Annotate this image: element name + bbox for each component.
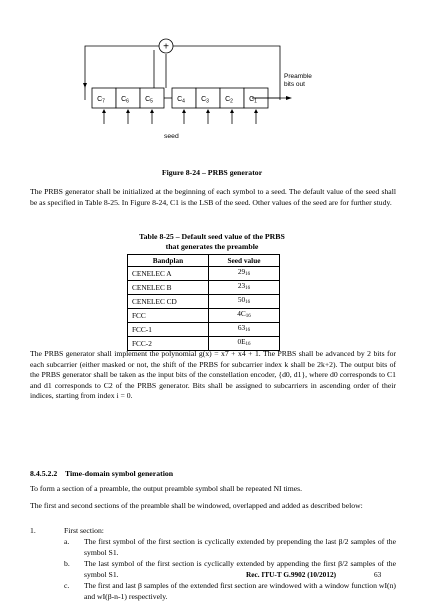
prbs-generator-figure bbox=[80, 38, 320, 150]
seed-label: seed bbox=[164, 133, 179, 140]
seed-arrow-head bbox=[230, 109, 234, 113]
bandplan-cell: CENELEC A bbox=[128, 267, 209, 281]
arrow-head-left bbox=[83, 83, 87, 88]
list-item: The last symbol of the first section is cyclically extended by appending the first β/2 samples of the symbol S1. bbox=[84, 559, 396, 579]
bandplan-cell: FCC bbox=[128, 309, 209, 323]
paragraph-polynomial bbox=[30, 349, 396, 402]
shift-register-left bbox=[92, 88, 164, 108]
seed-value-cell: $0E_{16}$ bbox=[209, 337, 280, 351]
output-label-line2: bits out bbox=[284, 81, 305, 88]
seed-arrow-head bbox=[254, 109, 258, 113]
register-cell-label: $C_3$ bbox=[201, 96, 209, 105]
table-row bbox=[128, 281, 280, 295]
table-row bbox=[128, 295, 280, 309]
register-cell-label: $C_5$ bbox=[145, 96, 153, 105]
list-number: 1. bbox=[30, 526, 36, 535]
list-label: First section: bbox=[64, 526, 104, 535]
seed-arrow-head bbox=[150, 109, 154, 113]
paragraph-form-section-text: To form a section of a preamble, the output preamble symbol shall be repeated NI times. bbox=[30, 484, 303, 493]
paragraph-seed-init-text: The PRBS generator shall be initialized at the beginning of each symbol to a seed. The default value of the seed shall be as specified in Table 8-25. In Figure 8-24, C1 is the LSB of the seed. Other values of the seed are for further study. bbox=[30, 187, 396, 207]
table-caption bbox=[0, 232, 424, 252]
seed-value-table bbox=[127, 254, 280, 351]
table-row bbox=[128, 309, 280, 323]
paragraph-windowing bbox=[30, 501, 396, 512]
section-title: Time-domain symbol generation bbox=[64, 469, 174, 478]
register-cell-label: $C_6$ bbox=[121, 96, 129, 105]
bandplan-cell: FCC-2 bbox=[128, 337, 209, 351]
list-item: The first and last β samples of the extended first section are windowed with a window function wI(n) and wI(β-n-1) respectively. bbox=[84, 581, 396, 601]
seed-arrow-head bbox=[182, 109, 186, 113]
register-cell-label: $C_1$ bbox=[249, 96, 257, 105]
footer-recommendation: Rec. ITU-T G.9902 (10/2012) bbox=[246, 570, 337, 579]
register-cell-label: $C_2$ bbox=[225, 96, 233, 105]
header-seed-value: Seed value bbox=[209, 255, 280, 267]
seed-value-cell: $23_{16}$ bbox=[209, 281, 280, 295]
seed-arrow-head bbox=[126, 109, 130, 113]
table-header-row bbox=[128, 255, 280, 267]
table-caption-line2: that generates the preamble bbox=[165, 242, 259, 252]
list-item: The first symbol of the first section is cyclically extended by prepending the last β/2 samples of the symbol S1. bbox=[84, 537, 396, 557]
paragraph-windowing-text: The first and second sections of the preamble shall be windowed, overlapped and added as described below: bbox=[30, 501, 363, 510]
paragraph-polynomial-text: The PRBS generator shall implement the polynomial g(x) = x7 + x4 + 1. The PRBS shall be advanced by 2 bits for each subcarrier (either masked or not, the shift of the PRBS for subcarrier index k shall be 2k+2). The output bits of the PRBS generator shall be taken as the input bits of the constellation encoder, {d0, d1}, where d0 corresponds to C1 and d1 corresponds to C2 of the PRBS generator. Bits shall be assigned to subcarriers in ascending order of their indices, starting from index i = 0. bbox=[30, 349, 396, 401]
paragraph-form-section bbox=[30, 484, 396, 495]
list-item-marker: c. bbox=[64, 581, 70, 590]
page-number: 63 bbox=[374, 570, 382, 579]
seed-value-cell: $4C_{16}$ bbox=[209, 309, 280, 323]
seed-arrow-head bbox=[206, 109, 210, 113]
list-item-marker: b. bbox=[64, 559, 70, 568]
seed-value-cell: $50_{16}$ bbox=[209, 295, 280, 309]
table-caption-line1: Table 8-25 – Default seed value of the PRBS bbox=[139, 232, 285, 241]
xor-symbol: + bbox=[163, 41, 169, 53]
bandplan-cell: FCC-1 bbox=[128, 323, 209, 337]
seed-arrow-head bbox=[102, 109, 106, 113]
table-row bbox=[128, 323, 280, 337]
section-number: 8.4.5.2.2 bbox=[30, 469, 58, 478]
table-body bbox=[128, 267, 280, 351]
bandplan-cell: CENELEC B bbox=[128, 281, 209, 295]
register-cell-label: $C_4$ bbox=[177, 96, 185, 105]
figure-caption: Figure 8-24 – PRBS generator bbox=[161, 168, 263, 177]
table-row bbox=[128, 267, 280, 281]
section-heading bbox=[30, 469, 173, 478]
register-cell-label: $C_7$ bbox=[97, 96, 105, 105]
paragraph-seed-init bbox=[30, 187, 396, 208]
bandplan-cell: CENELEC CD bbox=[128, 295, 209, 309]
output-label-line1: Preamble bbox=[284, 73, 312, 80]
seed-value-cell: $29_{16}$ bbox=[209, 267, 280, 281]
header-bandplan: Bandplan bbox=[128, 255, 209, 267]
seed-value-cell: $63_{16}$ bbox=[209, 323, 280, 337]
list-item-marker: a. bbox=[64, 537, 70, 546]
